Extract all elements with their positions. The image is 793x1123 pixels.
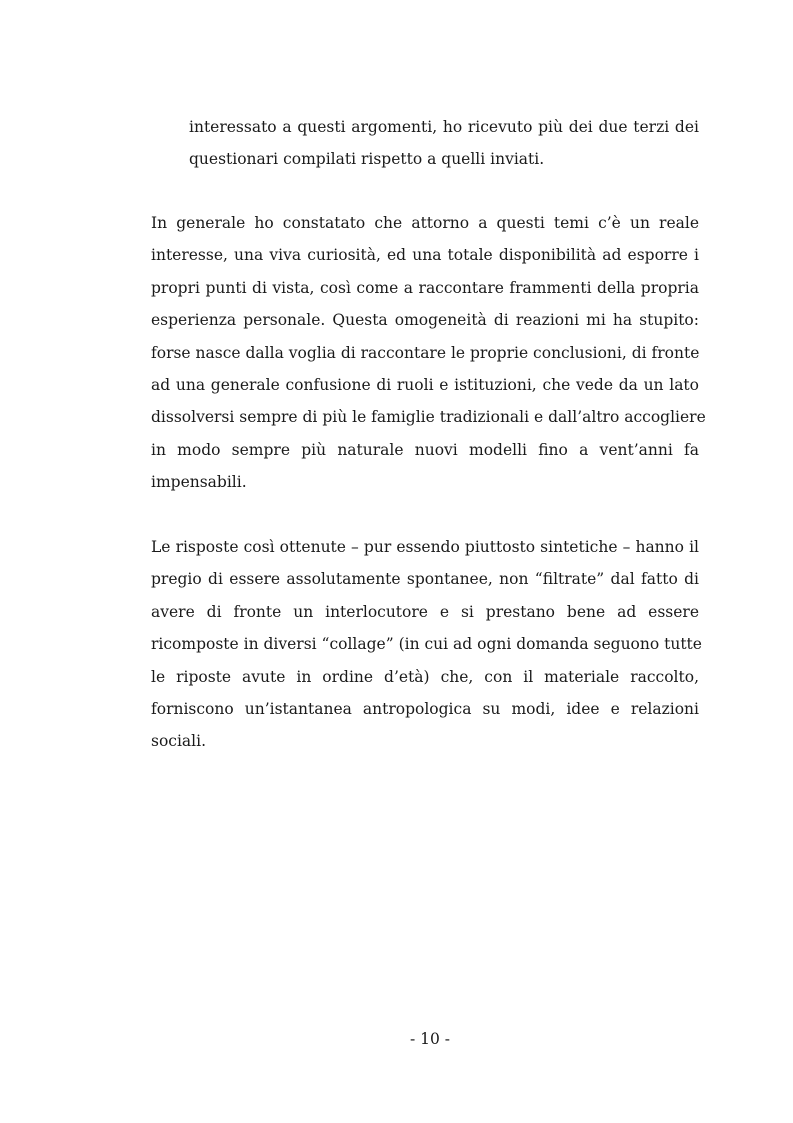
paragraph-line: interessato a questi argomenti, ho ricevuto più dei due terzi dei [189, 118, 699, 136]
paragraph-line: In generale ho constatato che attorno a questi temi c’è un reale [151, 214, 699, 232]
paragraph-line: forse nasce dalla voglia di raccontare le proprie conclusioni, di fronte [151, 344, 700, 362]
paragraph-line: questionari compilati rispetto a quelli inviati. [189, 150, 545, 168]
paragraph-line: impensabili. [151, 473, 247, 491]
paragraph-line: Le risposte così ottenute – pur essendo piuttosto sintetiche – hanno il [151, 538, 699, 556]
paragraph-line: ad una generale confusione di ruoli e istituzioni, che vede da un lato [151, 376, 699, 394]
paragraph-line: interesse, una viva curiosità, ed una totale disponibilità ad esporre i [151, 246, 699, 264]
paragraph-line: avere di fronte un interlocutore e si prestano bene ad essere [151, 603, 699, 621]
paragraph-line: sociali. [151, 732, 207, 750]
paragraph-line: dissolversi sempre di più le famiglie tradizionali e dall’altro accogliere [151, 408, 706, 426]
paragraph-line: pregio di essere assolutamente spontanee, non “filtrate” dal fatto di [151, 570, 699, 588]
paragraph-line: esperienza personale. Questa omogeneità di reazioni mi ha stupito: [151, 311, 699, 329]
paragraph-line: forniscono un’istantanea antropologica su modi, idee e relazioni [151, 700, 699, 718]
paragraph-line: in modo sempre più naturale nuovi modelli fino a vent’anni fa [151, 441, 699, 459]
paragraph-line: ricomposte in diversi “collage” (in cui ad ogni domanda seguono tutte [151, 635, 702, 653]
page-number: - 10 - [409, 1030, 451, 1048]
paragraph-line: le riposte avute in ordine d’età) che, con il materiale raccolto, [151, 668, 699, 686]
paragraph-line: propri punti di vista, così come a raccontare frammenti della propria [151, 279, 699, 297]
